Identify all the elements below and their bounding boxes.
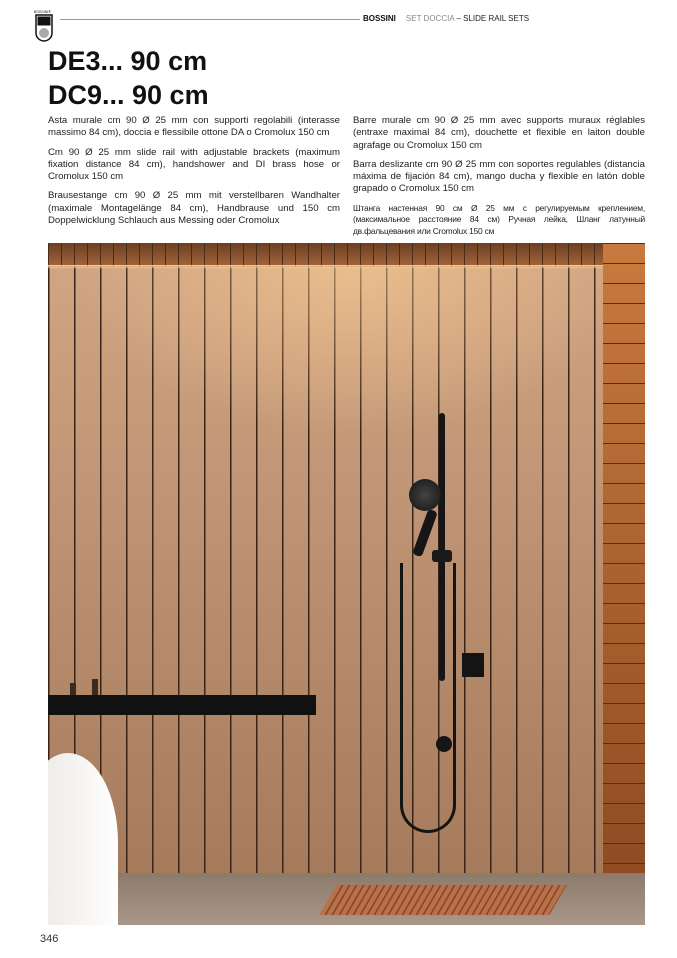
description-column-left <box>48 115 340 234</box>
page-title <box>48 44 209 112</box>
wood-shower-mat <box>319 885 566 915</box>
description-es: Barra deslizante cm 90 Ø 25 mm con soportes regulables (distancia máxima de fijación 84 cm), mango ducha y flexible en latón doble grapado o Cromolux 150 cm <box>353 158 645 195</box>
side-wall <box>603 243 645 883</box>
separator: – <box>454 14 464 23</box>
shower-hose <box>400 563 456 833</box>
bottle <box>92 679 98 695</box>
description-en: Cm 90 Ø 25 mm slide rail with adjustable brackets (maximum fixation distance 84 cm), handshower and DI brass hose or Cromolux 150 cm <box>48 146 340 183</box>
category: SET DOCCIA <box>405 14 455 23</box>
bossini-logo <box>34 9 54 43</box>
subcategory: SLIDE RAIL SETS <box>463 14 530 23</box>
description-ru: Штанга настенная 90 см Ø 25 мм с регулируемым креплением, (максимальное расстояние 84 см) Ручная лейка, Шланг латунный дв.фальцевания или Cromolux 150 см <box>353 202 645 236</box>
brand-name: BOSSINI <box>363 14 396 23</box>
header-rule <box>60 19 360 20</box>
wood-ceiling <box>48 243 645 267</box>
mixer-valve <box>462 653 484 677</box>
description-fr: Barre murale cm 90 Ø 25 mm avec supports muraux réglables (entraxe maximal 84 cm), douchette et flexible en laiton double agrafage ou Cromolux 150 cm <box>353 115 645 151</box>
running-header <box>363 14 529 23</box>
handshower-head <box>409 479 441 511</box>
handshower-holder <box>432 550 452 562</box>
bottle <box>70 683 76 695</box>
led-light-strip <box>48 265 603 269</box>
slide-rail <box>439 413 445 681</box>
title-line-2: DC9... 90 cm <box>48 80 209 110</box>
description-de: Brausestange cm 90 Ø 25 mm mit verstellbaren Wandhalter (maximale Montagelänge 84 cm), Handbrause und 150 cm Doppelwicklung Schlauch aus Messing oder Cromolux <box>48 190 340 227</box>
wood-slat-wall <box>48 265 603 873</box>
wall-outlet <box>436 736 452 752</box>
product-photo <box>48 243 645 925</box>
page-number: 346 <box>40 933 59 945</box>
description-it: Asta murale cm 90 Ø 25 mm con supporti regolabili (interasse massimo 84 cm), doccia e flessibile ottone DA o Cromolux 150 cm <box>48 115 340 139</box>
description-column-right <box>353 115 645 244</box>
black-shelf <box>48 695 316 715</box>
title-line-1: DE3... 90 cm <box>48 46 208 76</box>
svg-text:BOSSINI®: BOSSINI® <box>34 10 51 14</box>
